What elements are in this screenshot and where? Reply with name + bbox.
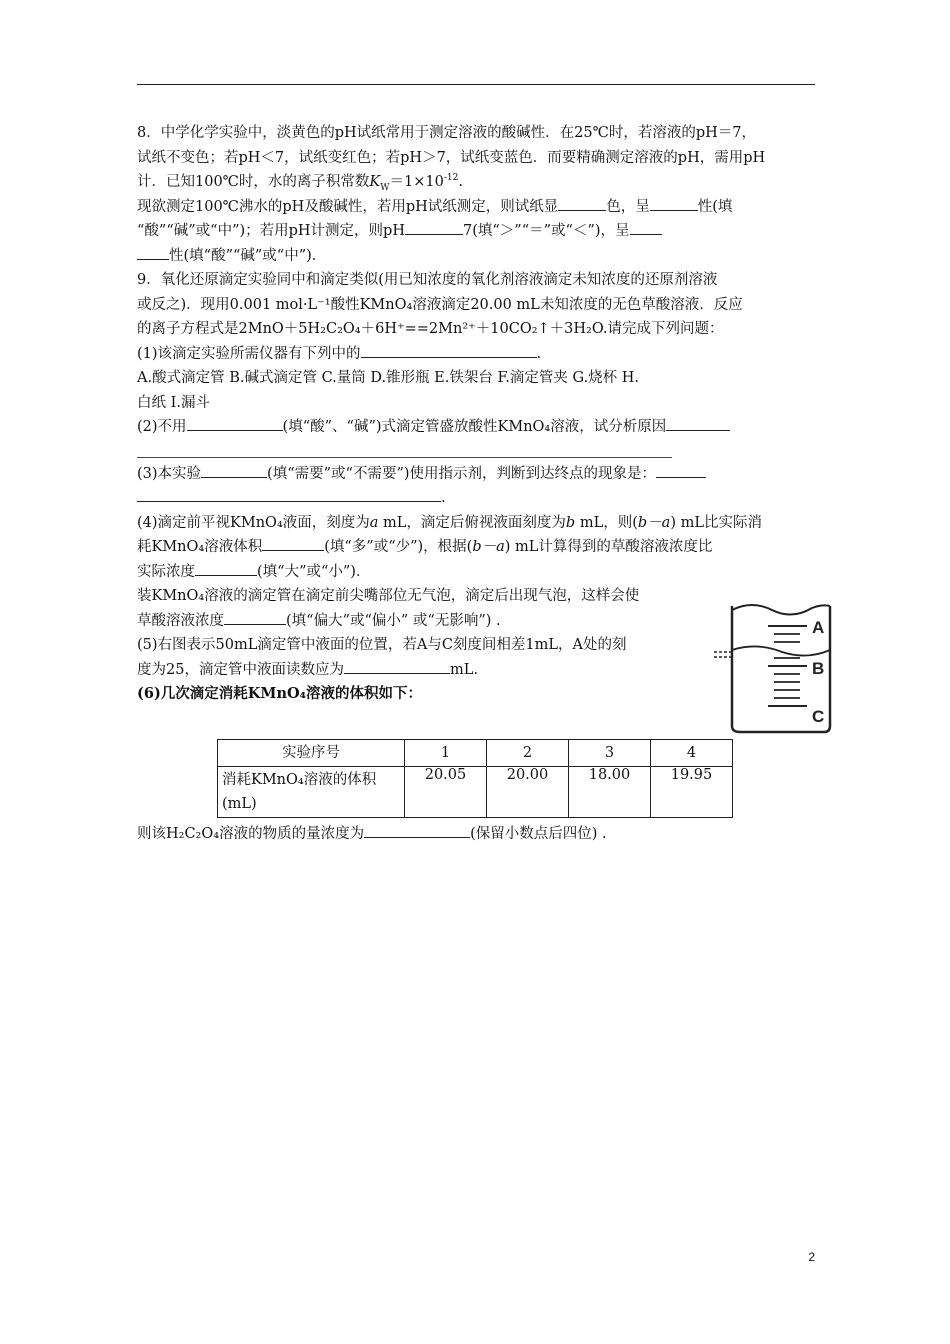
- buret-label-b: B: [812, 659, 825, 678]
- table-col: 1: [405, 740, 487, 767]
- answer-blank[interactable]: [364, 823, 470, 838]
- buret-diagram: [712, 598, 837, 736]
- q9-part-5-line-2: 度为25，滴定管中液面读数应为 mL.: [137, 658, 815, 683]
- answer-blank[interactable]: [187, 416, 283, 431]
- q9-part-3: (3)本实验 (填“需要”或“不需要”)使用指示剂，判断到达终点的现象是：: [137, 462, 815, 487]
- q9-part-6: (6)几次滴定消耗KMnO₄溶液的体积如下：: [137, 685, 422, 702]
- table-cell: 20.00: [487, 767, 569, 818]
- q9-part-5-line-1: (5)右图表示50mL滴定管中液面的位置，若A与C刻度间相差1mL，A处的刻: [137, 637, 627, 653]
- q9-options-line-1: A.酸式滴定管 B.碱式滴定管 C.量筒 D.锥形瓶 E.铁架台 F.滴定管夹 G.烧杯 H.: [137, 370, 640, 386]
- q9-line-2: 或反之)．现用0.001 mol·L⁻¹酸性KMnO₄溶液滴定20.00 mL未知浓度的无色草酸溶液．反应: [137, 296, 743, 313]
- answer-blank[interactable]: [666, 416, 730, 431]
- q9-part-4-line-4: 装KMnO₄溶液的滴定管在滴定前尖嘴部位无气泡，滴定后出现气泡，这样会使: [137, 588, 640, 604]
- buret-label-c: C: [812, 707, 825, 726]
- answer-blank[interactable]: [224, 610, 286, 625]
- table-cell: 18.00: [569, 767, 651, 818]
- answer-blank[interactable]: [201, 463, 267, 478]
- table-cell: 20.05: [405, 767, 487, 818]
- table-cell: 19.95: [651, 767, 733, 818]
- q8-line-4: 现欲测定100℃沸水的pH及酸碱性，若用pH试纸测定，则试纸显 色，呈 性(填: [137, 195, 815, 220]
- q9-line-1: 9．氧化还原滴定实验同中和滴定类似(用已知浓度的氧化剂溶液滴定未知浓度的还原剂溶液: [137, 272, 718, 288]
- q9-part-1: (1)该滴定实验所需仪器有下列中的 .: [137, 342, 815, 367]
- q9-part-4-line-1: (4)滴定前平视KMnO₄液面，刻度为a mL，滴定后俯视液面刻度为b mL，则(b－a) mL比实际消: [137, 514, 762, 531]
- q9-part-4-line-5: 草酸溶液浓度 (填“偏大”或“偏小” 或“无影响”) .: [137, 609, 815, 634]
- q8-line-1: 8．中学化学实验中，淡黄色的pH试纸常用于测定溶液的酸碱性．在25℃时，若溶液的pH＝7，: [137, 125, 756, 141]
- answer-line[interactable]: [137, 440, 672, 458]
- answer-blank[interactable]: [137, 245, 169, 260]
- table-col: 3: [569, 740, 651, 767]
- header-rule: [137, 84, 815, 85]
- q8-line-5: “酸”“碱”或“中”)；若用pH计测定，则pH 7(填“＞”“＝”或“＜”)，呈: [137, 219, 815, 244]
- table-col: 4: [651, 740, 733, 767]
- answer-blank[interactable]: [630, 220, 662, 235]
- answer-blank[interactable]: [344, 659, 450, 674]
- answer-blank[interactable]: [405, 220, 463, 235]
- q8-line-2: 试纸不变色；若pH＜7，试纸变红色；若pH＞7，试纸变蓝色．而要精确测定溶液的pH，需用pH: [137, 149, 766, 166]
- q9-part-3-cont: .: [137, 486, 815, 511]
- q9-line-3: 的离子方程式是2MnO＋5H₂C₂O₄＋6H⁺==2Mn²⁺＋10CO₂↑＋3H₂O.请完成下列问题：: [137, 321, 724, 337]
- table-row: [218, 767, 733, 818]
- q9-part-4-line-2: 耗KMnO₄溶液体积 (填“多”或“少”)，根据(b－a) mL计算得到的草酸溶液浓度比: [137, 535, 815, 560]
- q9-options-line-2: 白纸 I.漏斗: [137, 394, 210, 411]
- table-col: 2: [487, 740, 569, 767]
- page-number: 2: [808, 1250, 815, 1264]
- q9-part-4-line-3: 实际浓度 (填“大”或“小”)．: [137, 560, 815, 585]
- answer-blank[interactable]: [195, 561, 257, 576]
- answer-blank[interactable]: [137, 487, 441, 502]
- answer-blank[interactable]: [656, 463, 706, 478]
- table-header-label: 实验序号: [218, 740, 405, 767]
- answer-blank[interactable]: [361, 343, 537, 358]
- answer-blank[interactable]: [558, 196, 606, 211]
- answer-blank[interactable]: [262, 536, 324, 551]
- q9-part-2: (2)不用 (填“酸”、“碱”)式滴定管盛放酸性KMnO₄溶液，试分析原因: [137, 415, 815, 440]
- table-row: [218, 740, 733, 767]
- final-question: 则该H₂C₂O₄溶液的物质的量浓度为 (保留小数点后四位) .: [137, 822, 607, 846]
- q8-line-6: 性(填“酸”“碱”或“中”)．: [137, 244, 815, 269]
- q8-line-3: 计．已知100℃时，水的离子积常数$K_W=1\times 10^{-12}$.: [137, 173, 463, 193]
- table-row-label: 消耗KMnO₄溶液的体积(mL): [218, 767, 405, 818]
- answer-blank[interactable]: [650, 196, 698, 211]
- titration-table: [217, 739, 733, 818]
- buret-label-a: A: [812, 618, 825, 637]
